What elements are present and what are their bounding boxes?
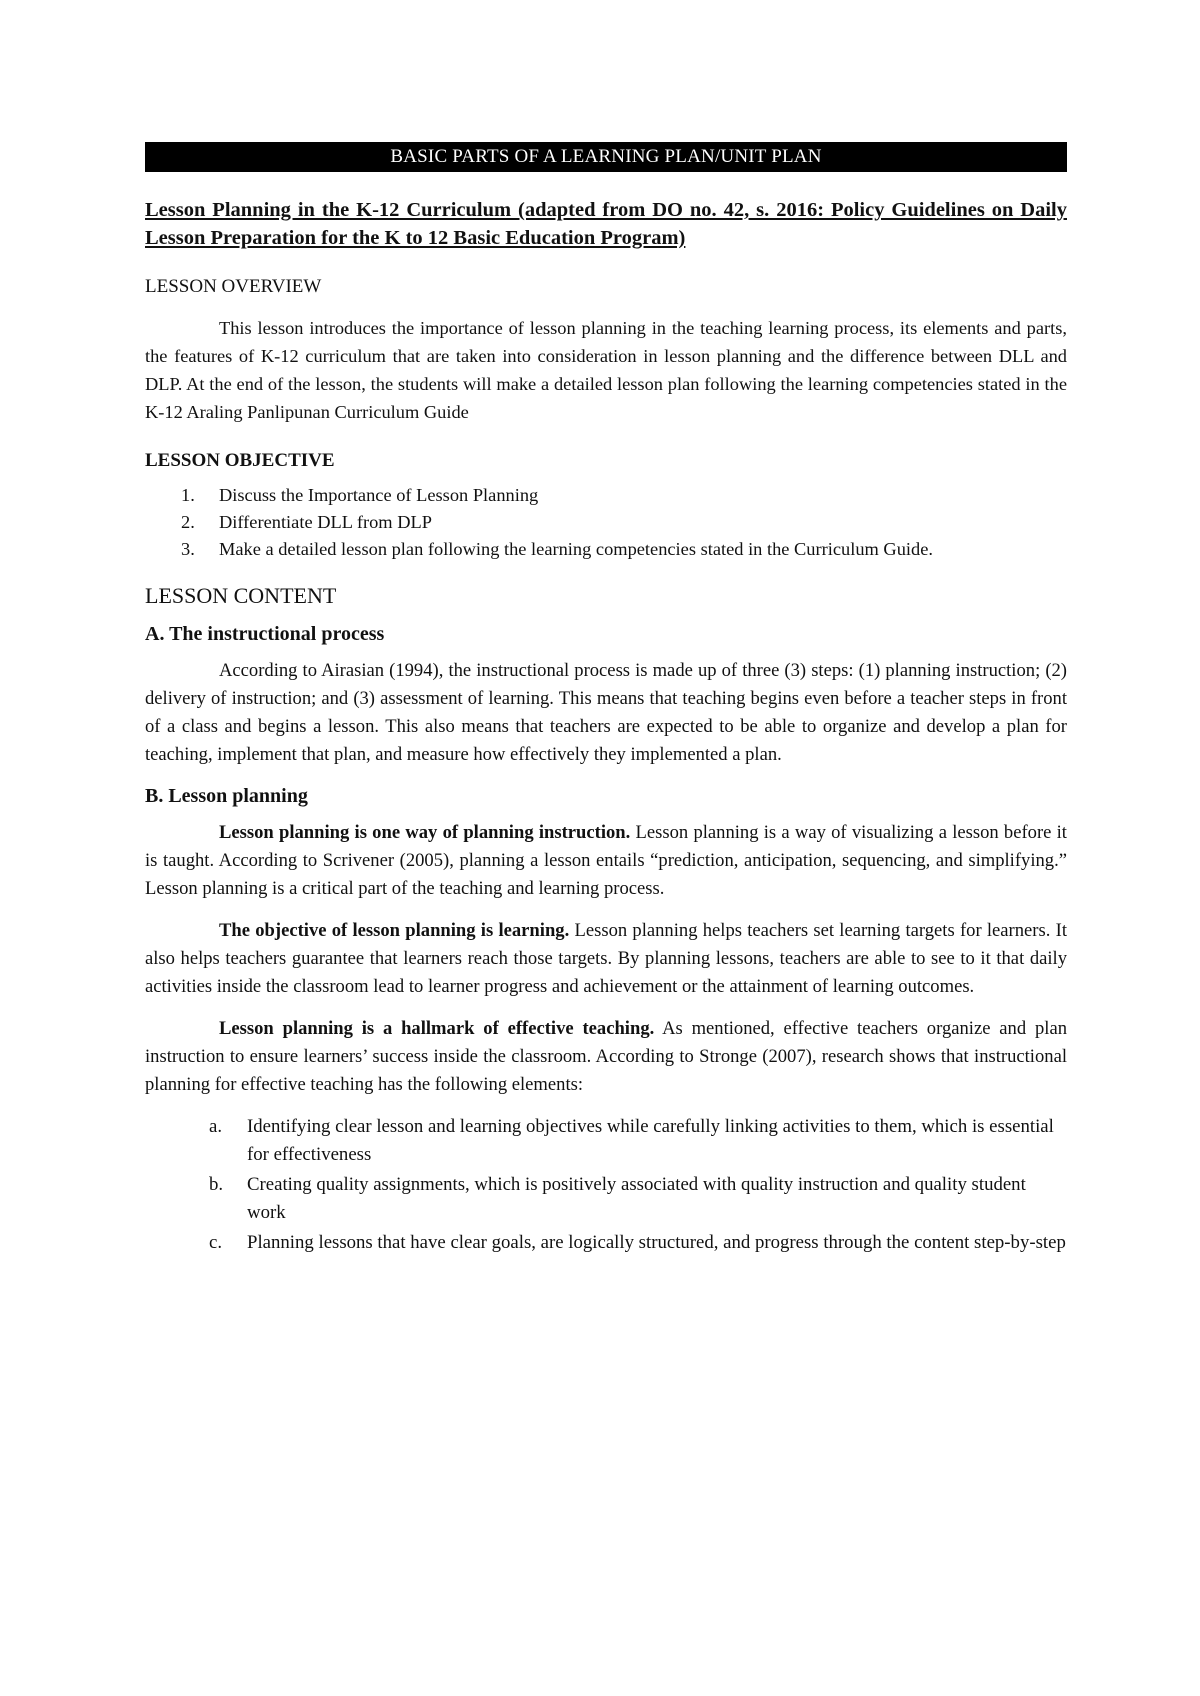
objective-item — [145, 482, 1067, 509]
section-a-heading: A. The instructional process — [145, 623, 385, 645]
paragraph-lead: The objective of lesson planning is learning. — [219, 920, 570, 941]
objective-text: Discuss the Importance of Lesson Planning — [219, 485, 539, 505]
paragraph-lead: Lesson planning is a hallmark of effective teaching. — [219, 1018, 655, 1039]
list-marker: a. — [209, 1116, 223, 1137]
objective-item — [145, 536, 1067, 563]
element-text: Creating quality assignments, which is positively associated with quality instruction and quality student work — [247, 1174, 1026, 1223]
document-page — [145, 142, 1067, 1259]
paragraph-body: Lesson planning helps teachers set learning targets for learners. It also helps teachers guarantee that learners reach those targets. By planning lessons, teachers are able to see to it that daily activities inside the classroom lead to learner progress and achievement or the attainment of learning outcomes. — [145, 920, 1067, 997]
objective-item — [145, 509, 1067, 536]
lesson-content-heading: LESSON CONTENT — [145, 583, 337, 608]
objective-list — [145, 482, 1067, 563]
element-item — [145, 1171, 1067, 1227]
list-marker: 3. — [181, 539, 195, 559]
element-item — [145, 1113, 1067, 1169]
section-a-text: According to Airasian (1994), the instructional process is made up of three (3) steps: (1) planning instruction; (2) delivery of instruction; and (3) assessment of learning. This means that teaching begins even before a teacher steps in front of a class and begins a lesson. This also means that teachers are expected to be able to organize and develop a plan for teaching, implement that plan, and measure how effectively they implemented a plan. — [145, 660, 1067, 765]
paragraph-lead: Lesson planning is one way of planning instruction. — [219, 822, 631, 843]
objective-text: Differentiate DLL from DLP — [219, 512, 432, 532]
paragraph-body: As mentioned, effective teachers organize and plan instruction to ensure learners’ success inside the classroom. According to Stronge (2007), research shows that instructional planning for effective teaching has the following elements: — [145, 1018, 1067, 1095]
element-text: Planning lessons that have clear goals, are logically structured, and progress through the content step-by-step — [247, 1232, 1066, 1253]
section-b-paragraph-3 — [145, 1015, 1067, 1099]
paragraph-body: Lesson planning is a way of visualizing a lesson before it is taught. According to Scrivener (2005), planning a lesson entails “prediction, anticipation, sequencing, and simplifying.” Lesson planning is a critical part of the teaching and learning process. — [145, 822, 1067, 899]
objective-text: Make a detailed lesson plan following the learning competencies stated in the Curriculum Guide. — [219, 539, 933, 559]
element-item — [145, 1229, 1067, 1257]
section-b-paragraph-1 — [145, 819, 1067, 903]
document-subtitle: Lesson Planning in the K-12 Curriculum (adapted from DO no. 42, s. 2016: Policy Guidelines on Daily Lesson Preparation for the K to 12 Basic Education Program) — [145, 199, 1067, 249]
section-b-paragraph-2 — [145, 917, 1067, 1001]
list-marker: 1. — [181, 485, 195, 505]
lesson-overview-text: This lesson introduces the importance of lesson planning in the teaching learning process, its elements and parts, the features of K-12 curriculum that are taken into consideration in lesson planning and the difference between DLL and DLP. At the end of the lesson, the students will make a detailed lesson plan following the learning competencies stated in the K-12 Araling Panlipunan Curriculum Guide — [145, 318, 1067, 422]
elements-list — [145, 1113, 1067, 1257]
list-marker: 2. — [181, 512, 195, 532]
lesson-overview-heading: LESSON OVERVIEW — [145, 276, 322, 297]
section-b-heading: B. Lesson planning — [145, 785, 308, 807]
list-marker: b. — [209, 1174, 224, 1195]
element-text: Identifying clear lesson and learning objectives while carefully linking activities to them, which is essential for effectiveness — [247, 1116, 1054, 1165]
lesson-objective-heading: LESSON OBJECTIVE — [145, 450, 335, 471]
list-marker: c. — [209, 1232, 223, 1253]
document-title: BASIC PARTS OF A LEARNING PLAN/UNIT PLAN — [145, 142, 1067, 172]
